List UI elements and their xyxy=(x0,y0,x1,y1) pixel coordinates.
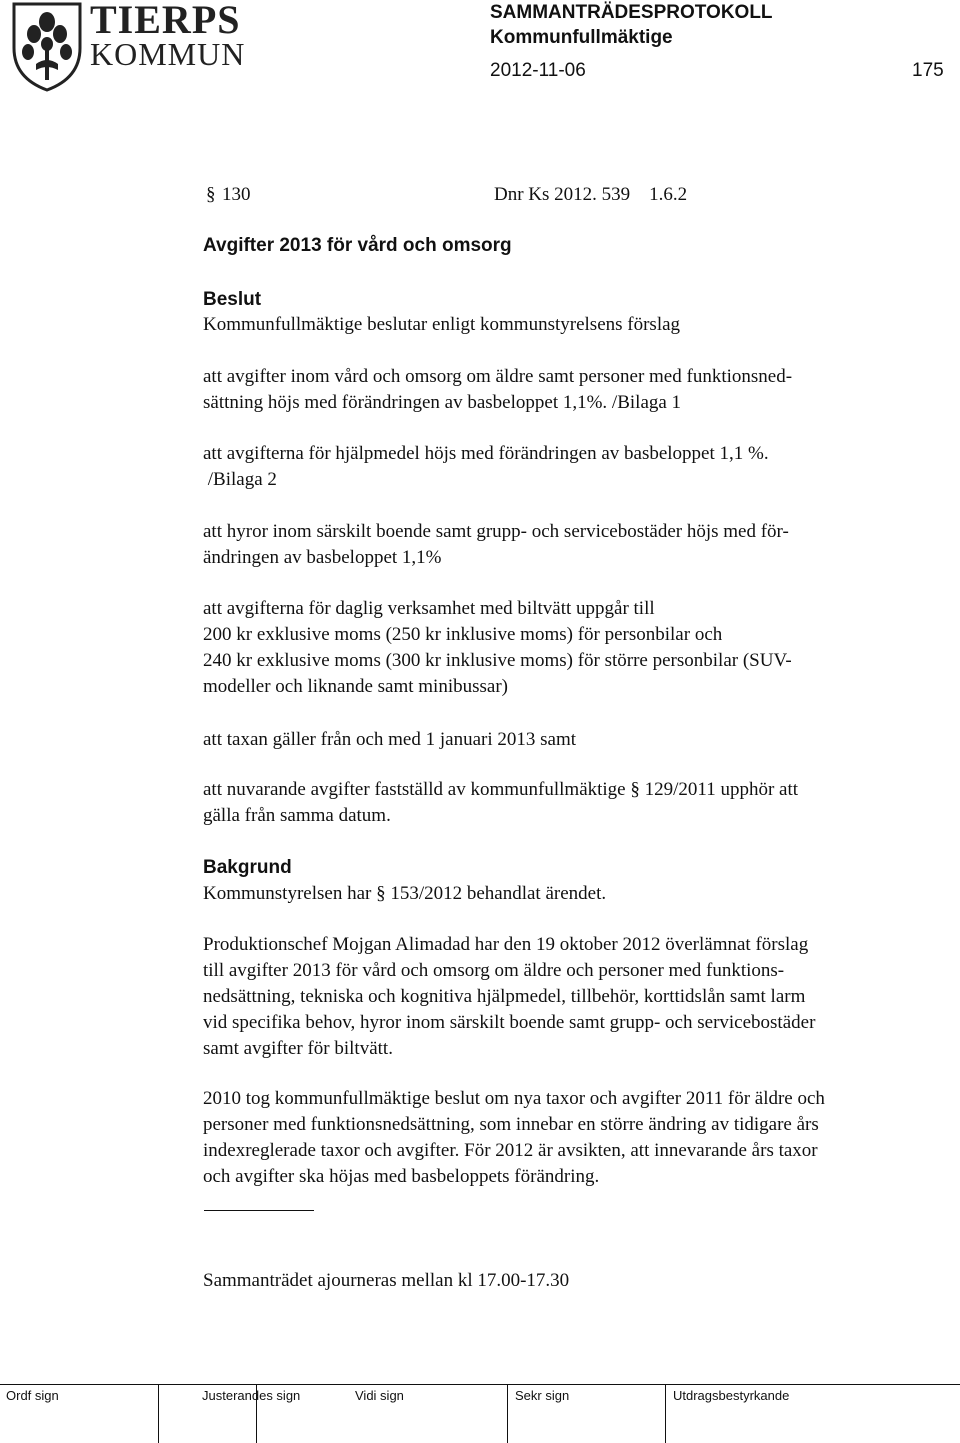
closing-note: Sammanträdet ajourneras mellan kl 17.00-17.30 xyxy=(203,1270,570,1291)
chair-signature-label: Ordf sign xyxy=(6,1388,59,1403)
beslut-intro: Kommunfullmäktige beslutar enligt kommunstyrelsens förslag xyxy=(203,314,681,335)
background-para-1-line-4: vid specifika behov, hyror inom särskilt boende samt grupp- och servicebostäder xyxy=(203,1012,816,1033)
decision-item-6-text-a: att nuvarande avgifter fastställd av kommunfullmäktige xyxy=(203,779,631,800)
footer-divider xyxy=(507,1385,508,1443)
background-para-2-line-3: indexreglerade taxor och avgifter. För 2012 är avsikten, att innevarande års taxor xyxy=(203,1140,818,1161)
decision-item-4-line-2: 200 kr exklusive moms (250 kr inklusive moms) för personbilar och xyxy=(203,624,723,645)
decision-item-5: att taxan gäller från och med 1 januari 2013 samt xyxy=(203,729,577,750)
section-number: 130 xyxy=(222,184,251,205)
decision-item-2-line-2: /Bilaga 2 xyxy=(203,469,277,490)
background-para-2-line-4: och avgifter ska höjas med basbeloppets förändring. xyxy=(203,1166,600,1187)
bakgrund-text-b: 153/2012 behandlat ärendet. xyxy=(385,883,607,904)
beslut-heading: Beslut xyxy=(203,289,262,310)
municipality-crest-icon xyxy=(8,0,86,92)
decision-item-1-line-2: sättning höjs med förändringen av basbeloppet 1,1%. /Bilaga 1 xyxy=(203,392,682,413)
background-para-1-line-5: samt avgifter för biltvätt. xyxy=(203,1038,393,1059)
decision-item-6-line-2: gälla från samma datum. xyxy=(203,805,391,826)
background-para-1-line-3: nedsättning, tekniska och kognitiva hjälpmedel, tillbehör, korttidslån samt larm xyxy=(203,986,806,1007)
decision-item-4-line-3: 240 kr exklusive moms (300 kr inklusive moms) för större personbilar (SUV- xyxy=(203,650,792,671)
assembly-name: Kommunfullmäktige xyxy=(490,27,673,48)
bakgrund-text-a: Kommunstyrelsen har xyxy=(203,883,377,904)
diary-number: Dnr Ks 2012. 539 1.6.2 xyxy=(494,184,688,205)
section-symbol: § xyxy=(206,184,216,205)
decision-item-4-line-1: att avgifterna för daglig verksamhet med biltvätt uppgår till xyxy=(203,598,655,619)
background-para-1-line-2: till avgifter 2013 för vård och omsorg om äldre och personer med funktions- xyxy=(203,960,785,981)
paragraph-symbol: § xyxy=(376,883,386,904)
section-title: Avgifter 2013 för vård och omsorg xyxy=(203,235,512,256)
decision-item-1-line-1: att avgifter inom vård och omsorg om äldre samt personer med funktionsned- xyxy=(203,366,793,387)
footer-divider xyxy=(665,1385,666,1443)
separator-line xyxy=(204,1210,314,1211)
background-para-1-line-1: Produktionschef Mojgan Alimadad har den 19 oktober 2012 överlämnat förslag xyxy=(203,934,809,955)
decision-item-4-line-4: modeller och liknande samt minibussar) xyxy=(203,676,508,697)
decision-item-3-line-1: att hyror inom särskilt boende samt grupp- och servicebostäder höjs med för- xyxy=(203,521,789,542)
bakgrund-line xyxy=(203,881,606,907)
decision-item-6-line-1 xyxy=(203,777,798,803)
decision-item-6-text-b: 129/2011 upphör att xyxy=(639,779,799,800)
paragraph-symbol: § xyxy=(630,779,640,800)
decision-item-3-line-2: ändringen av basbeloppet 1,1% xyxy=(203,547,442,568)
page-number: 175 xyxy=(912,60,944,81)
background-para-2-line-1: 2010 tog kommunfullmäktige beslut om nya taxor och avgifter 2011 för äldre och xyxy=(203,1088,825,1109)
logo-wordmark-line1: TIERPS xyxy=(90,0,241,42)
document-type: SAMMANTRÄDESPROTOKOLL xyxy=(490,2,773,23)
signature-footer xyxy=(0,1384,960,1443)
background-para-2-line-2: personer med funktionsnedsättning, som innebar en större ändring av tidigare års xyxy=(203,1114,819,1135)
meeting-date: 2012-11-06 xyxy=(490,60,586,81)
secretary-signature-label: Sekr sign xyxy=(515,1388,570,1403)
logo-wordmark-line2: KOMMUN xyxy=(90,36,246,72)
footer-divider xyxy=(158,1385,159,1443)
bakgrund-heading: Bakgrund xyxy=(203,857,292,878)
adjuster-signature-label: Justerandes sign xyxy=(202,1388,301,1403)
witness-signature-label: Vidi sign xyxy=(355,1388,404,1403)
decision-item-2-line-1: att avgifterna för hjälpmedel höjs med förändringen av basbeloppet 1,1 %. xyxy=(203,443,769,464)
extract-certification-label: Utdragsbestyrkande xyxy=(673,1388,790,1403)
